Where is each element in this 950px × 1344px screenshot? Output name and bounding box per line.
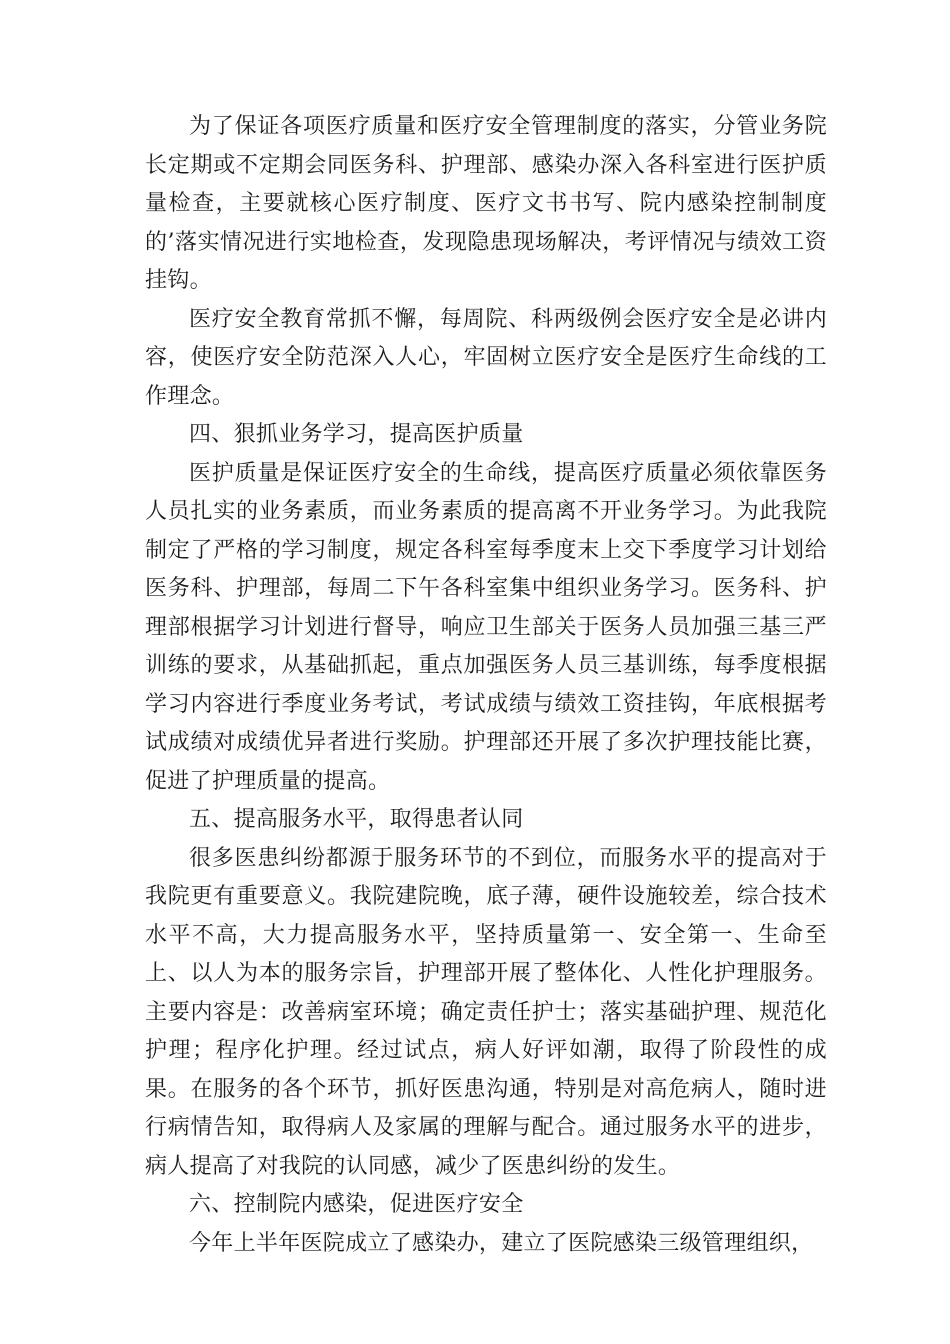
paragraph-business-learning: 医护质量是保证医疗安全的生命线，提高医疗质量必须依靠医务人员扎实的业务素质，而业务素质的提高离不开业务学习。为此我院制定了严格的学习制度，规定各科室每季度末上交下季度学习计划给医务科、护理部，每周二下午各科室集中组织业务学习。医务科、护理部根据学习计划进行督导，响应卫生部关于医务人员加强三基三严训练的要求，从基础抓起，重点加强医务人员三基训练，每季度根据学习内容进行季度业务考试，考试成绩与绩效工资挂钩，年底根据考试成绩对成绩优异者进行奖励。护理部还开展了多次护理技能比赛，促进了护理质量的提高。 xyxy=(145,460,827,794)
section-heading-6: 六、控制院内感染，促进医疗安全 xyxy=(189,1192,524,1217)
paragraph-service-level: 很多医患纠纷都源于服务环节的不到位，而服务水平的提高对于我院更有重要意义。我院建院晚，底子薄，硬件设施较差，综合技术水平不高，大力提高服务水平，坚持质量第一、安全第一、生命至上、以人为本的服务宗旨，护理部开展了整体化、人性化护理服务。主要内容是：改善病室环境；确定责任护士；落实基础护理、规范化护理；程序化护理。经过试点，病人好评如潮，取得了阶段性的成果。在服务的各个环节，抓好医患沟通，特别是对高危病人，随时进行病情告知，取得病人及家属的理解与配合。通过服务水平的进步，病人提高了对我院的认同感，减少了医患纠纷的发生。 xyxy=(145,845,827,1179)
section-heading-4: 四、狠抓业务学习，提高医护质量 xyxy=(189,422,524,447)
document-body xyxy=(145,108,827,1263)
paragraph-infection-control: 今年上半年医院成立了感染办，建立了医院感染三级管理组织， xyxy=(189,1230,814,1256)
paragraph-quality-inspection: 为了保证各项医疗质量和医疗安全管理制度的落实，分管业务院长定期或不定期会同医务科、护理部、感染办深入各科室进行医护质量检查，主要就核心医疗制度、医疗文书书写、院内感染控制制度的’落实情况进行实地检查，发现隐患现场解决，考评情况与绩效工资挂钩。 xyxy=(145,114,827,293)
paragraph-safety-education: 医疗安全教育常抓不懈，每周院、科两级例会医疗安全是必讲内容，使医疗安全防范深入人心，牢固树立医疗安全是医疗生命线的工作理念。 xyxy=(145,306,827,409)
section-heading-5: 五、提高服务水平，取得患者认同 xyxy=(189,807,524,832)
